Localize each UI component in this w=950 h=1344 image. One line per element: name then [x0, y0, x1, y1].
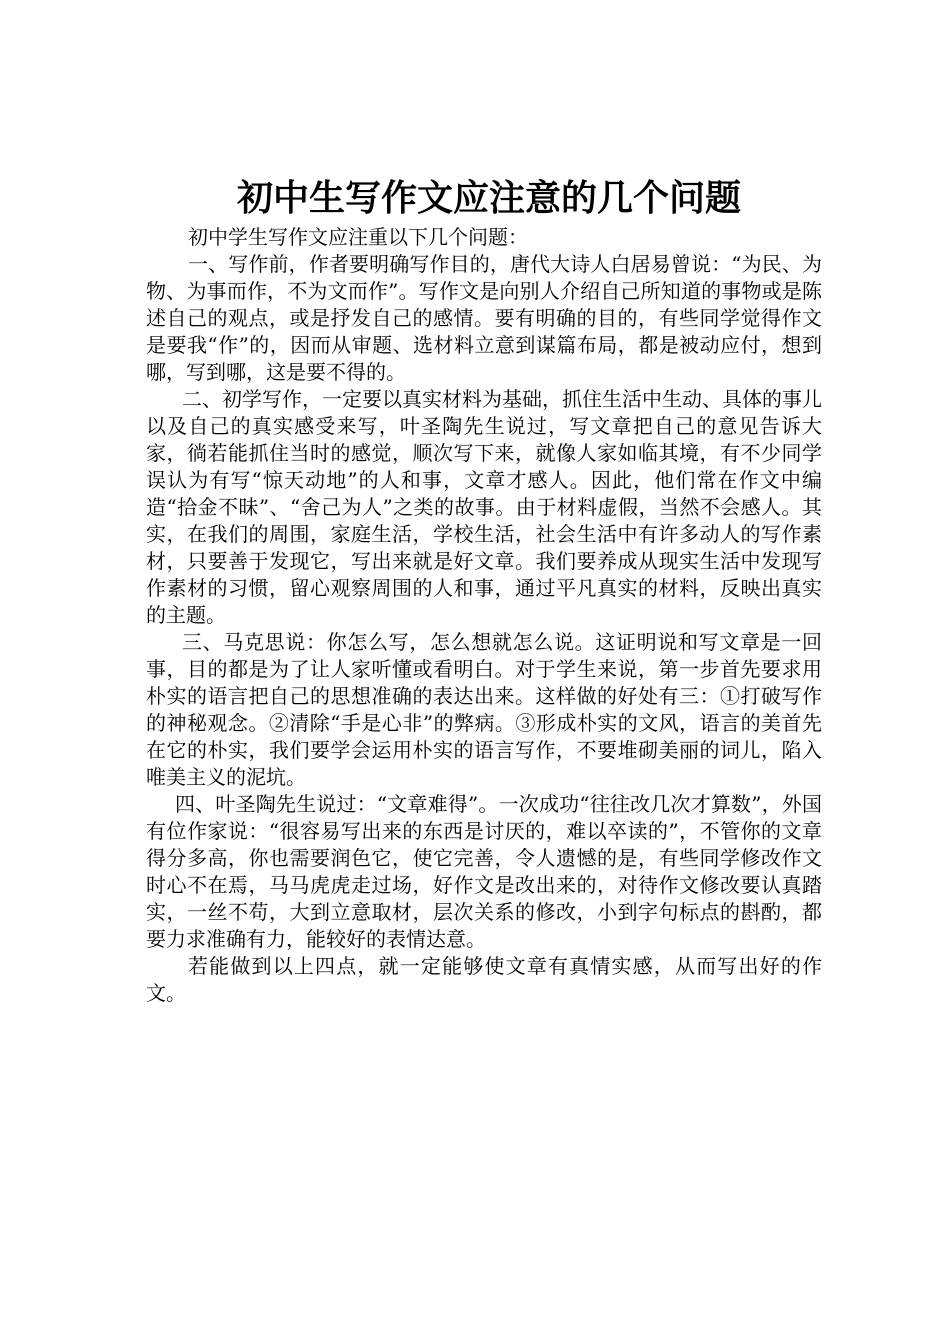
point-three-paragraph: 三、马克思说：你怎么写，怎么想就怎么说。这证明说和写文章是一回事，目的都是为了让人家听懂或看明白。对于学生来说，第一步首先要求用朴实的语言把自己的思想准确的表达出来。这样做的好处有三：①打破写作的神秘观念。②清除“手是心非”的弊病。③形成朴实的文风，语言的美首先在它的朴实，我们要学会运用朴实的语言写作，不要堆砌美丽的词儿，陷入唯美主义的泥坑。: [146, 630, 822, 789]
point-four-paragraph: 四、叶圣陶先生说过：“文章难得”。一次成功“往往改几次才算数”，外国有位作家说：“很容易写出来的东西是讨厌的，难以卒读的”，不管你的文章得分多高，你也需要润色它，使它完善，令人遗憾的是，有些同学修改作文时心不在焉，马马虎虎走过场，好作文是改出来的，对待作文修改要认真踏实，一丝不苟，大到立意取材，层次关系的修改，小到字句标点的斟酌，都要力求准确有力，能较好的表情达意。: [146, 792, 822, 951]
document-body: [146, 224, 822, 1007]
intro-paragraph: 初中学生写作文应注重以下几个问题：: [188, 225, 528, 249]
point-one-paragraph: 一、写作前，作者要明确写作目的，唐代大诗人白居易曾说：“为民、为物、为事而作，不为文而作”。写作文是向别人介绍自己所知道的事物或是陈述自己的观点，或是抒发自己的感情。要有明确的目的，有些同学觉得作文是要我“作”的，因而从审题、选材料立意到谋篇布局，都是被动应付，想到哪，写到哪，这是要不得的。: [146, 252, 822, 384]
document-title: 初中生写作文应注意的几个问题: [236, 178, 741, 219]
conclusion-paragraph: 若能做到以上四点，就一定能够使文章有真情实感，从而写出好的作文。: [146, 954, 822, 1005]
point-two-paragraph: 二、初学写作，一定要以真实材料为基础，抓住生活中生动、具体的事儿以及自己的真实感受来写，叶圣陶先生说过，写文章把自己的意见告诉大家，徜若能抓住当时的感觉，顺次写下来，就像人家如临其境，有不少同学误认为有写“惊天动地”的人和事，文章才感人。因此，他们常在作文中编造“拾金不昧”、“舍己为人”之类的故事。由于材料虚假，当然不会感人。其实，在我们的周围，家庭生活，学校生活，社会生活中有许多动人的写作素材，只要善于发现它，写出来就是好文章。我们要养成从现实生活中发现写作素材的习惯，留心观察周围的人和事，通过平凡真实的材料，反映出真实的主题。: [146, 387, 822, 627]
